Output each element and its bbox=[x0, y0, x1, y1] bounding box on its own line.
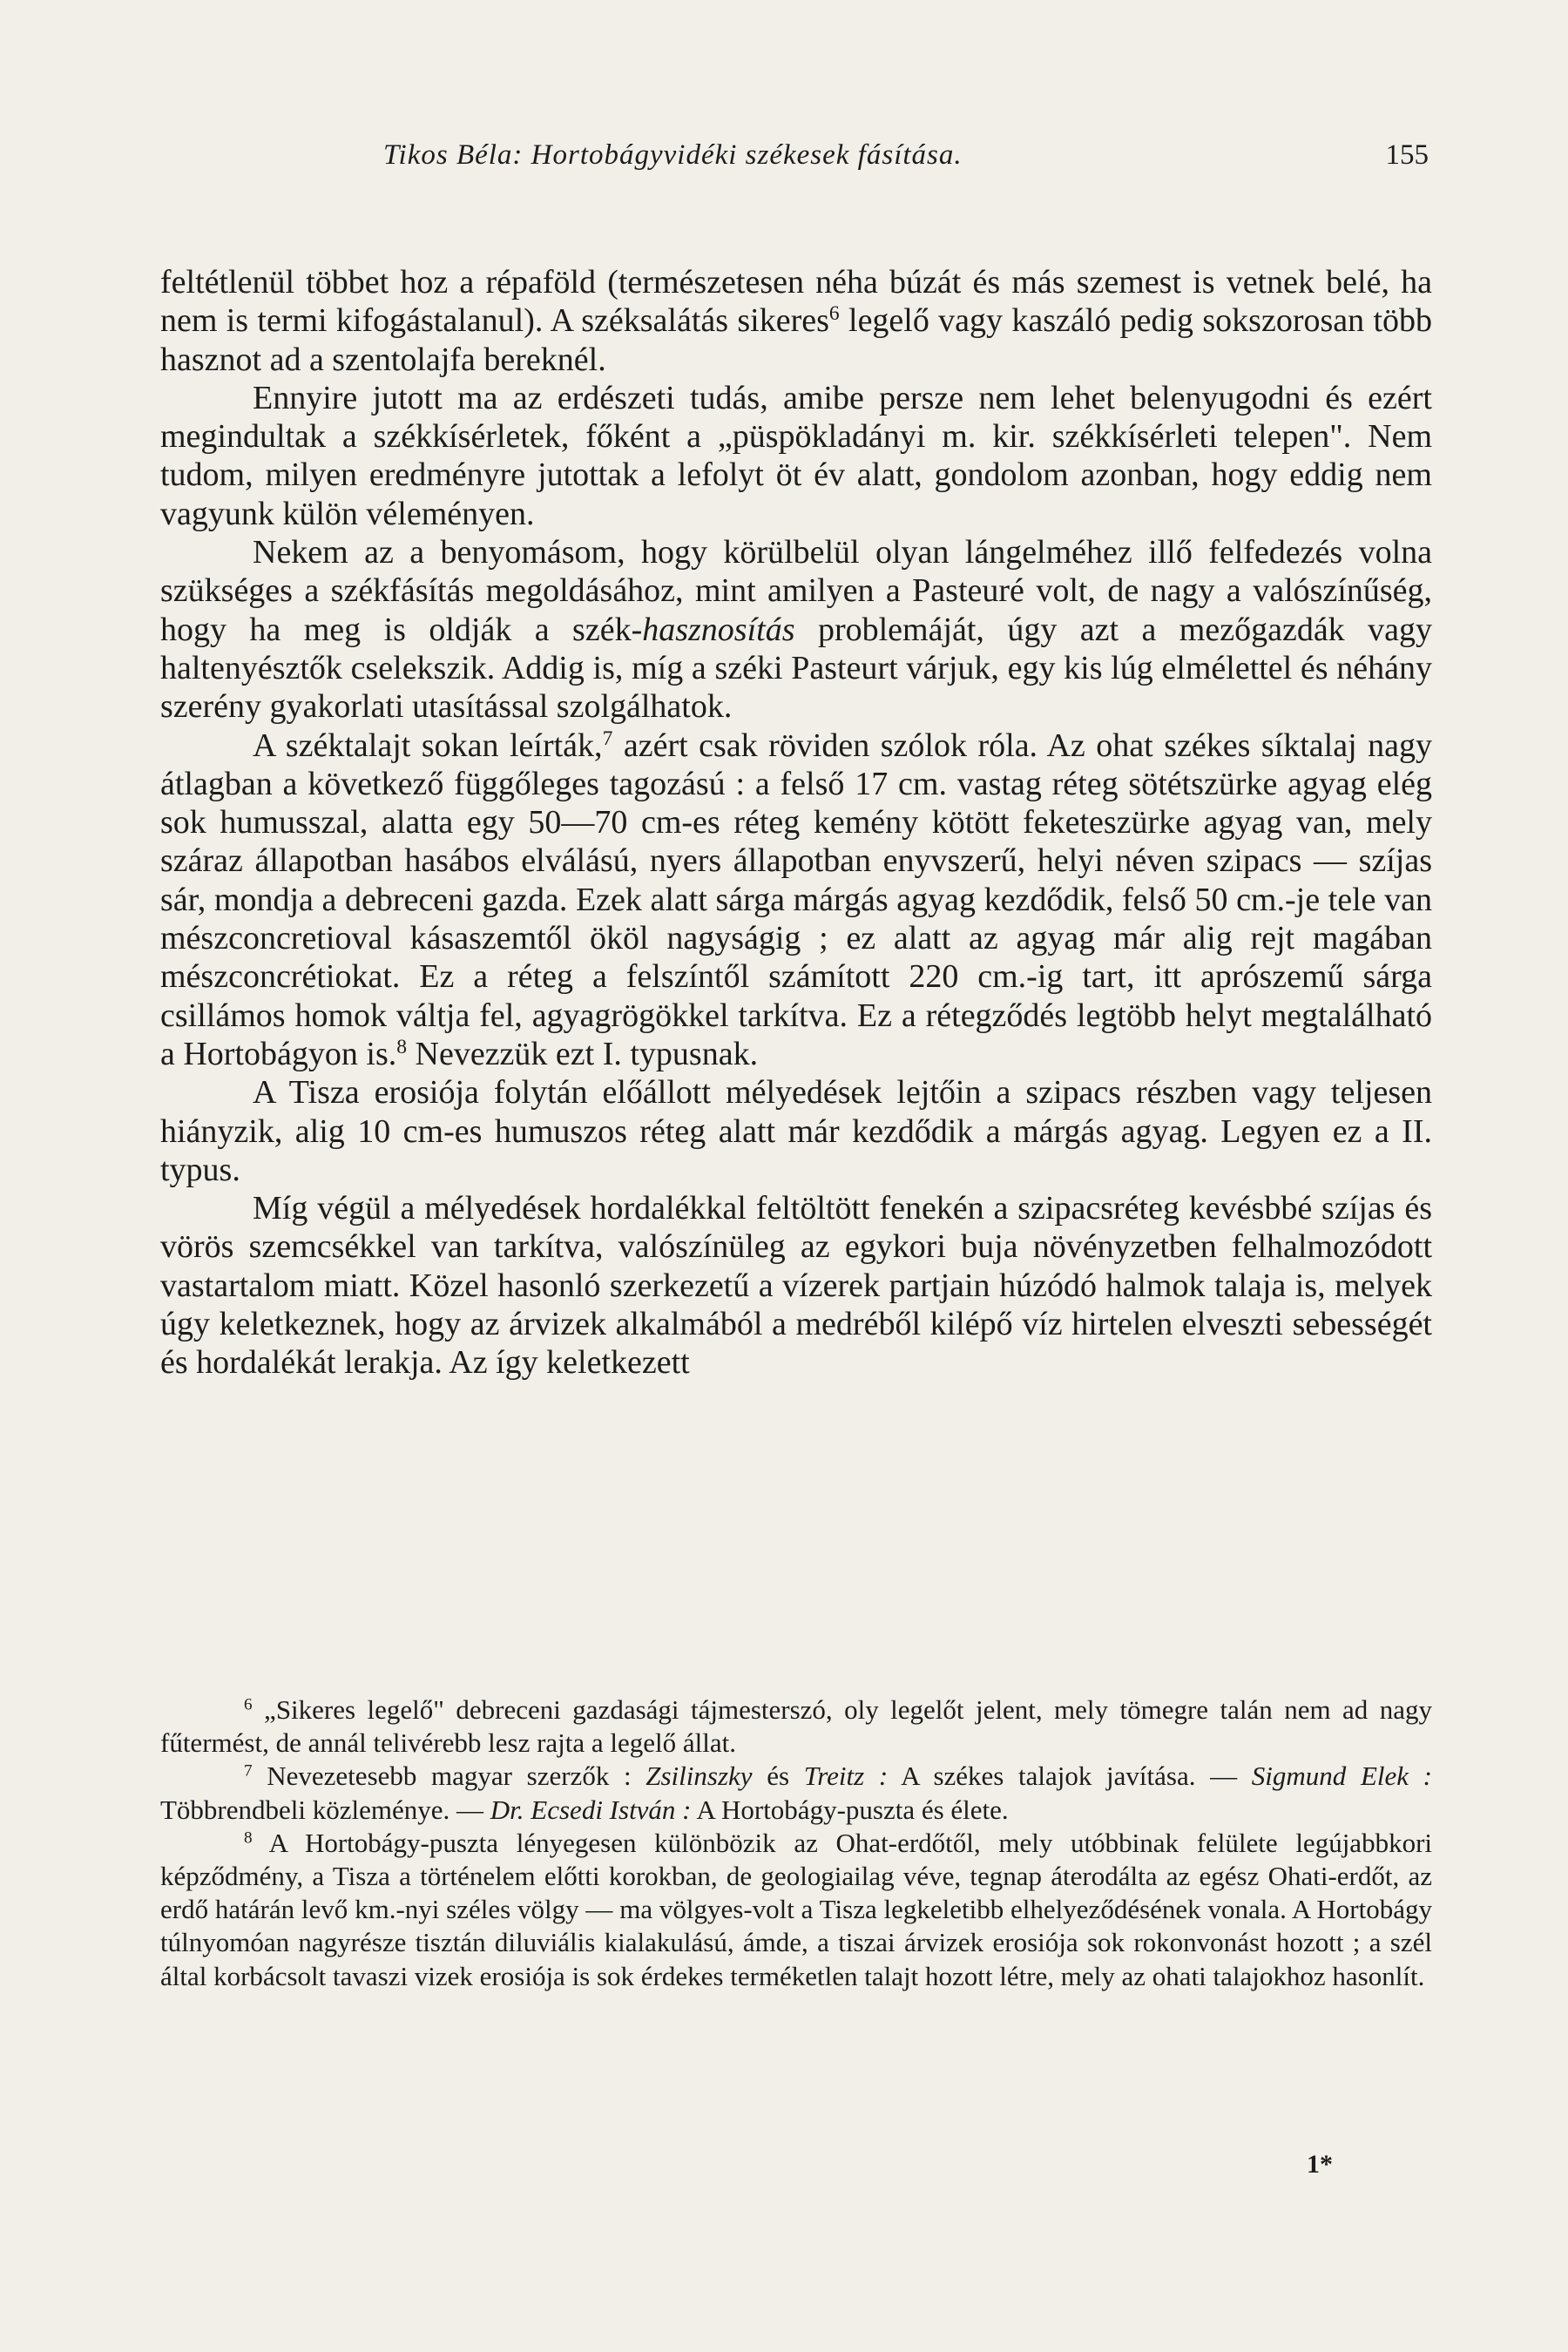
footnote-6 bbox=[160, 1693, 1432, 1760]
paragraph-1 bbox=[160, 263, 1432, 379]
paragraph-3-text-a: Nekem az a benyomásom, hogy körülbelül olyan lángelméhez illő felfedezés volna szükséges a székfásítás megoldásához, mint amilyen a Pasteuré volt, de nagy a valószínűség, hogy ha meg is oldják a szék- bbox=[160, 534, 1432, 648]
footnote-6-text: „Sikeres legelő" debreceni gazdasági tájmesterszó, oly legelőt jelent, mely tömegre talán nem ad nagy fűtermést, de annál telivérebb lesz rajta a legelő állat. bbox=[160, 1694, 1432, 1759]
paragraph-3-italic: hasznosítás bbox=[642, 611, 795, 648]
page-number: 155 bbox=[1385, 139, 1429, 171]
footnote-7-text-a: Nevezetesebb magyar szerzők : bbox=[252, 1761, 646, 1792]
footnote-7-author-2: Treitz : bbox=[803, 1761, 889, 1792]
paragraph-6: Míg végül a mélyedések hordalékkal feltöltött fenekén a szipacsréteg kevésbbé szíjas és vörös szemcsékkel van tarkítva, valószínüleg az egykori buja növényzetben felhalmozódott vastartalom miatt. Közel hasonló szerkezetű a vízerek partjain húzódó halmok talaja is, melyek úgy keletkeznek, hogy az árvizek alkalmából a medréből kilépő víz hirtelen elveszti sebességét és hordalékát lerakja. Az így keletkezett bbox=[160, 1190, 1432, 1382]
footnote-7-text-d: Többrendbeli közleménye. — bbox=[160, 1794, 490, 1825]
paragraph-3 bbox=[160, 533, 1432, 726]
footnote-7 bbox=[160, 1760, 1432, 1826]
paragraph-1-text: feltétlenül többet hoz a répaföld (természetesen néha búzát és más szemest is vetnek belé, ha nem is termi kifogástalanul). A széksalátás sikeres bbox=[160, 264, 1432, 340]
footnote-ref-8: 8 bbox=[396, 1035, 408, 1058]
paragraph-4-text-a: A széktalajt sokan leírták, bbox=[253, 727, 603, 764]
footnote-8-text: A Hortobágy-puszta lényegesen különbözik az Ohat-erdőtől, mely utóbbinak felülete legújabbkori képződmény, a Tisza a történelem előtti korokban, de geologiailag véve, tegnap áterodálta az egész Ohati-erdőt, az erdő határán levő km.-nyi széles völgy — ma völgyes-volt a Tisza legkeletibb elhelyeződésének vonala. A Hortobágy túlnyomóan nagyrésze tisztán diluviális kialakulású, ámde, a tiszai árvizek erosiója sok rokonvonást hozott ; a szél által korbácsolt tavaszi vizek erosiója is sok érdekes terméketlen talajt hozott létre, mely az ohati talajokhoz hasonlít. bbox=[160, 1827, 1432, 1991]
paragraph-5: A Tisza erosiója folytán előállott mélyedések lejtőin a szipacs részben vagy teljesen hiányzik, alig 10 cm-es humuszos réteg alatt már kezdődik a márgás agyag. Legyen ez a II. typus. bbox=[160, 1074, 1432, 1188]
footnote-7-mark: 7 bbox=[244, 1761, 253, 1781]
footnote-8-mark: 8 bbox=[244, 1828, 253, 1848]
footnote-7-author-4: Dr. Ecsedi István : bbox=[490, 1794, 692, 1825]
footnote-7-text-c: A székes talajok javítása. — bbox=[888, 1761, 1252, 1792]
paragraph-4-text-b: azért csak röviden szólok róla. Az ohat székes síktalaj nagy átlagban a következő függőleges tagozású : a felső 17 cm. vastag réteg sötétszürke agyag elég sok humusszal, alatta egy 50—70 cm-es réteg kemény kötött feketeszürke agyag van, mely száraz állapotban hasábos elválású, nyers állapotban enyvszerű, helyi néven szipacs — szíjas sár, mondja a debreceni gazda. Ezek alatt sárga márgás agyag kezdődik, felső 50 cm.-je tele van mészconcretioval kásaszemtől ököl nagyságig ; ez alatt az agyag már alig rejt magában mészconcrétiokat. Ez a réteg a felszíntől számított 220 cm.-ig tart, itt aprószemű sárga csillámos homok váltja fel, agyagrögökkel tarkítva. Ez a rétegződés legtöbb helyt megtalálható a Hortobágyon is. bbox=[160, 727, 1432, 1072]
footnote-8 bbox=[160, 1827, 1432, 1993]
paragraph-4 bbox=[160, 727, 1432, 1074]
paragraph-1-rest: legelő vagy kaszáló pedig sokszorosan több hasznot ad a szentolajfa bereknél. bbox=[160, 302, 1433, 378]
paragraph-4-text-c: Nevezzük ezt I. typusnak. bbox=[407, 1035, 759, 1072]
running-title: Tikos Béla: Hortobágyvidéki székesek fásítása. bbox=[383, 139, 963, 171]
footnote-6-mark: 6 bbox=[244, 1695, 253, 1714]
footnote-ref-7: 7 bbox=[602, 727, 613, 750]
footnote-7-text-e: A Hortobágy-puszta és élete. bbox=[691, 1794, 1009, 1825]
paragraph-2: Ennyire jutott ma az erdészeti tudás, amibe persze nem lehet belenyugodni és ezért megindultak a székkísérletek, főként a „püspökladányi m. kir. székkísérleti telepen". Nem tudom, milyen eredményre jutottak a lefolyt öt év alatt, gondolom azonban, hogy eddig nem vagyunk külön véleményen. bbox=[160, 379, 1432, 532]
footnote-7-author-3: Sigmund Elek : bbox=[1251, 1761, 1432, 1792]
footnote-7-author-1: Zsilinszky bbox=[645, 1761, 753, 1792]
paragraph-3-text-b: problemáját, úgy azt a mezőgazdák vagy haltenyésztők cselekszik. Addig is, míg a széki Pasteurt várjuk, egy kis lúg elmélettel és néhány szerény gyakorlati utasítással szolgálhatok. bbox=[160, 611, 1432, 726]
footnote-ref-6: 6 bbox=[828, 302, 840, 326]
body-text bbox=[160, 263, 1432, 1382]
signature-mark: 1* bbox=[1307, 2150, 1333, 2179]
footnotes bbox=[160, 1693, 1432, 1993]
footnote-7-text-b: és bbox=[752, 1761, 804, 1792]
running-head bbox=[383, 139, 1429, 192]
